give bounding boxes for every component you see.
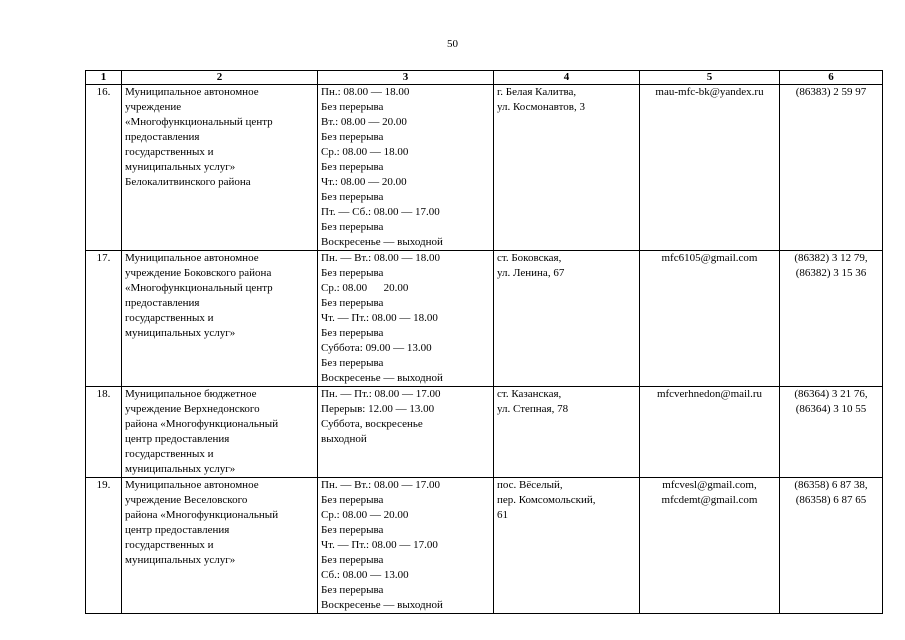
email-line: mfcverhnedon@mail.ru [656, 388, 763, 400]
organization-cell [122, 478, 318, 614]
organization-line: Муниципальное автономное [125, 479, 259, 491]
organization-line: района «Многофункциональный [125, 509, 279, 521]
phone-cell [780, 85, 883, 251]
phone-line: (86382) 3 15 36 [795, 267, 867, 279]
organization-line: «Многофункциональный центр [125, 282, 273, 294]
column-header: 5 [640, 71, 780, 85]
address-line: 61 [497, 509, 508, 521]
address-line: ул. Ленина, 67 [497, 267, 565, 279]
column-header: 2 [122, 71, 318, 85]
row-number-cell: 16. [86, 85, 122, 251]
email-line: mfc6105@gmail.com [661, 252, 758, 264]
table-row [86, 85, 883, 251]
organization-line: муниципальных услуг» [125, 554, 236, 566]
organization-line: государственных и [125, 448, 214, 460]
schedule-line: Чт. — Пт.: 08.00 — 17.00 [321, 539, 438, 551]
organization-line: Муниципальное автономное [125, 252, 259, 264]
organization-line: Муниципальное бюджетное [125, 388, 257, 400]
organization-line: учреждение Веселовского [125, 494, 248, 506]
organization-line: предоставления [125, 297, 200, 309]
schedule-line: Ср.: 08.00 — 20.00 [321, 509, 409, 521]
schedule-cell [318, 387, 494, 478]
schedule-line: Пн.: 08.00 — 18.00 [321, 86, 410, 98]
organization-line: «Многофункциональный центр [125, 116, 273, 128]
phone-cell [780, 251, 883, 387]
schedule-line: Без перерыва [321, 221, 384, 233]
schedule-line: Суббота: 09.00 — 13.00 [321, 342, 432, 354]
schedule-line: Пн. — Вт.: 08.00 — 17.00 [321, 479, 440, 491]
schedule-line: Без перерыва [321, 191, 384, 203]
address-line: ст. Казанская, [497, 388, 562, 400]
schedule-line: Без перерыва [321, 524, 384, 536]
column-header: 6 [780, 71, 883, 85]
schedule-line: Чт. — Пт.: 08.00 — 18.00 [321, 312, 438, 324]
schedule-line: Ср.: 08.00 — 18.00 [321, 146, 409, 158]
schedule-line: Суббота, воскресенье [321, 418, 423, 430]
row-number-cell: 19. [86, 478, 122, 614]
schedule-line: Воскресенье — выходной [321, 236, 443, 248]
organization-line: центр предоставления [125, 433, 230, 445]
organization-line: учреждение [125, 101, 182, 113]
organization-line: муниципальных услуг» [125, 327, 236, 339]
organization-line: района «Многофункциональный [125, 418, 279, 430]
organization-line: государственных и [125, 312, 214, 324]
schedule-line: Ср.: 08.00 20.00 [321, 282, 409, 294]
schedule-cell [318, 251, 494, 387]
organization-line: учреждение Боковского района [125, 267, 272, 279]
table-row [86, 478, 883, 614]
schedule-line: Без перерыва [321, 161, 384, 173]
organization-line: центр предоставления [125, 524, 230, 536]
phone-line: (86358) 6 87 38, [794, 479, 868, 491]
phone-cell [780, 478, 883, 614]
schedule-line: Пн. — Вт.: 08.00 — 18.00 [321, 252, 440, 264]
schedule-line: Пн. — Пт.: 08.00 — 17.00 [321, 388, 441, 400]
schedule-line: Без перерыва [321, 554, 384, 566]
phone-line: (86358) 6 87 65 [795, 494, 867, 506]
phone-line: (86364) 3 21 76, [794, 388, 868, 400]
address-cell [494, 478, 640, 614]
organization-line: учреждение Верхнедонского [125, 403, 260, 415]
column-header: 3 [318, 71, 494, 85]
address-cell [494, 387, 640, 478]
schedule-line: Без перерыва [321, 327, 384, 339]
schedule-line: Перерыв: 12.00 — 13.00 [321, 403, 435, 415]
schedule-line: Без перерыва [321, 101, 384, 113]
organization-line: государственных и [125, 539, 214, 551]
address-line: ст. Боковская, [497, 252, 562, 264]
schedule-cell [318, 478, 494, 614]
address-cell [494, 85, 640, 251]
organization-line: Белокалитвинского района [125, 176, 251, 188]
schedule-line: Без перерыва [321, 494, 384, 506]
schedule-line: Без перерыва [321, 297, 384, 309]
schedule-line: Воскресенье — выходной [321, 599, 443, 611]
table-row [86, 387, 883, 478]
email-line: mau-mfc-bk@yandex.ru [655, 86, 764, 98]
column-header: 4 [494, 71, 640, 85]
schedule-line: Сб.: 08.00 — 13.00 [321, 569, 409, 581]
schedule-line: Вт.: 08.00 — 20.00 [321, 116, 407, 128]
schedule-line: Воскресенье — выходной [321, 372, 443, 384]
table-row [86, 251, 883, 387]
row-number-cell: 18. [86, 387, 122, 478]
organization-line: муниципальных услуг» [125, 161, 236, 173]
address-line: пер. Комсомольский, [497, 494, 596, 506]
phone-line: (86364) 3 10 55 [795, 403, 867, 415]
phone-line: (86382) 3 12 79, [794, 252, 868, 264]
organization-cell [122, 85, 318, 251]
address-cell [494, 251, 640, 387]
address-line: ул. Степная, 78 [497, 403, 569, 415]
schedule-cell [318, 85, 494, 251]
email-line: mfcvesl@gmail.com, [662, 479, 757, 491]
email-line: mfcdemt@gmail.com [661, 494, 758, 506]
schedule-line: выходной [321, 433, 367, 445]
schedule-line: Пт. — Сб.: 08.00 — 17.00 [321, 206, 440, 218]
address-line: ул. Космонавтов, 3 [497, 101, 585, 113]
header-row [86, 71, 883, 85]
email-cell [640, 387, 780, 478]
schedule-line: Без перерыва [321, 584, 384, 596]
organization-line: Муниципальное автономное [125, 86, 259, 98]
organization-line: муниципальных услуг» [125, 463, 236, 475]
schedule-line: Без перерыва [321, 267, 384, 279]
page-number: 50 [447, 38, 458, 50]
mfc-table [85, 70, 883, 614]
schedule-line: Чт.: 08.00 — 20.00 [321, 176, 407, 188]
phone-line: (86383) 2 59 97 [795, 86, 867, 98]
address-line: пос. Вёселый, [497, 479, 563, 491]
schedule-line: Без перерыва [321, 131, 384, 143]
email-cell [640, 85, 780, 251]
phone-cell [780, 387, 883, 478]
organization-line: предоставления [125, 131, 200, 143]
column-header: 1 [86, 71, 122, 85]
organization-cell [122, 387, 318, 478]
organization-cell [122, 251, 318, 387]
organization-line: государственных и [125, 146, 214, 158]
email-cell [640, 478, 780, 614]
schedule-line: Без перерыва [321, 357, 384, 369]
address-line: г. Белая Калитва, [497, 86, 577, 98]
row-number-cell: 17. [86, 251, 122, 387]
email-cell [640, 251, 780, 387]
